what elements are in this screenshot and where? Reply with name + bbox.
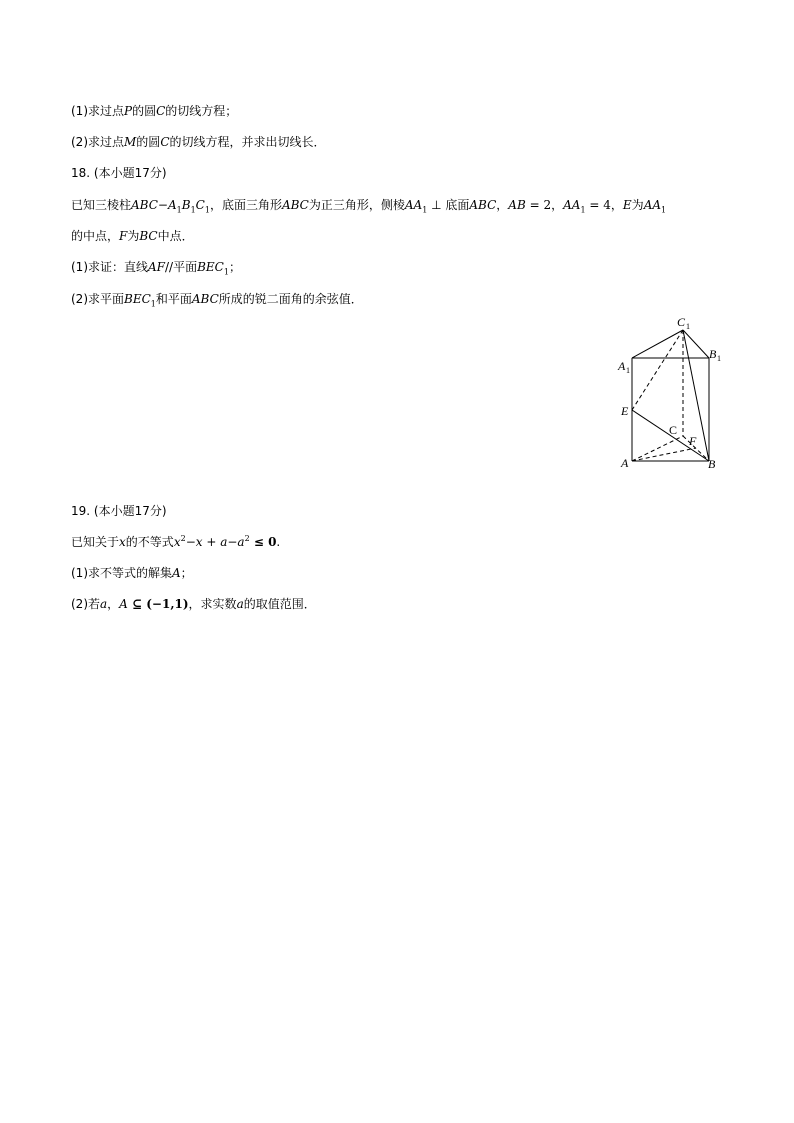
text: 已知关于 bbox=[71, 535, 120, 549]
text: 和平面 bbox=[155, 292, 192, 306]
math: BEC bbox=[124, 292, 151, 306]
prism-diagram bbox=[612, 308, 732, 478]
label-c: C bbox=[669, 423, 678, 437]
text: . bbox=[276, 535, 281, 549]
text: 为正三角形，侧棱 bbox=[308, 198, 405, 212]
q19-part1 bbox=[71, 566, 193, 580]
text: 的切线方程； bbox=[165, 104, 238, 118]
q18-stem-line2 bbox=[71, 229, 194, 243]
math: A bbox=[167, 198, 177, 212]
math-sub: 1 bbox=[204, 205, 210, 215]
edge-af bbox=[632, 448, 696, 461]
edge-a1c1 bbox=[632, 330, 683, 358]
text: ， bbox=[610, 198, 623, 212]
math-sub: 1 bbox=[661, 205, 667, 215]
label-b1: B bbox=[709, 347, 717, 361]
text: (1)求过点 bbox=[71, 104, 124, 118]
math: ≤ 0 bbox=[249, 535, 277, 549]
text: ； bbox=[180, 566, 193, 580]
math: AA bbox=[563, 198, 581, 212]
label-b: B bbox=[708, 457, 716, 471]
math-sub: 1 bbox=[223, 267, 229, 277]
text: ， bbox=[551, 198, 564, 212]
math: C bbox=[195, 198, 205, 212]
edge-c1e bbox=[632, 330, 683, 410]
math: a bbox=[236, 597, 244, 611]
label-a1: A bbox=[618, 359, 626, 373]
edge-c1b1 bbox=[683, 330, 709, 358]
q19-heading: 19. (本小题17分) bbox=[71, 504, 167, 518]
q17-part2 bbox=[71, 135, 326, 149]
math-sub: 1 bbox=[580, 205, 586, 215]
text: 的取值范围． bbox=[243, 597, 316, 611]
text: 中点． bbox=[157, 229, 194, 243]
text: 所成的锐二面角的余弦值． bbox=[218, 292, 363, 306]
math-sub: 1 bbox=[422, 205, 428, 215]
math-sub: 1 bbox=[150, 299, 156, 309]
label-a: A bbox=[621, 456, 629, 470]
text: (2)求平面 bbox=[71, 292, 124, 306]
math: A bbox=[172, 566, 181, 580]
q17-part1 bbox=[71, 104, 237, 118]
text: 的圆 bbox=[136, 135, 161, 149]
text: ， bbox=[107, 597, 120, 611]
math-sup: 2 bbox=[180, 534, 186, 543]
label-a1-sub: 1 bbox=[626, 366, 630, 375]
math: ⊆ (−1,1) bbox=[127, 597, 189, 611]
math: = 4 bbox=[585, 198, 611, 212]
math: E bbox=[622, 198, 632, 212]
math: ABC bbox=[191, 292, 219, 306]
text: ，底面三角形 bbox=[209, 198, 282, 212]
math: − bbox=[157, 198, 168, 212]
math: −x + a−a bbox=[185, 535, 245, 549]
math: F bbox=[119, 229, 128, 243]
math-sub: 1 bbox=[190, 205, 196, 215]
q19-part2 bbox=[71, 597, 316, 611]
math: ABC bbox=[131, 198, 158, 212]
math: BEC bbox=[197, 260, 224, 274]
text: (1)求证：直线 bbox=[71, 260, 148, 274]
label-e: E bbox=[621, 404, 629, 418]
text: 的切线方程，并求出切线长． bbox=[169, 135, 326, 149]
text: 为 bbox=[631, 198, 644, 212]
math: AF bbox=[148, 260, 165, 274]
label-f: F bbox=[689, 434, 697, 448]
math: B bbox=[181, 198, 191, 212]
math-point: P bbox=[124, 104, 133, 118]
math-sup: 2 bbox=[244, 534, 250, 543]
q18-stem-line1 bbox=[71, 198, 667, 215]
text: ； bbox=[228, 260, 241, 274]
math: A bbox=[119, 597, 128, 611]
math-point: M bbox=[124, 135, 137, 149]
math: AB bbox=[508, 198, 526, 212]
text: 为 bbox=[127, 229, 140, 243]
math: x bbox=[173, 535, 181, 549]
text: 的不等式 bbox=[125, 535, 174, 549]
math: ABC bbox=[281, 198, 309, 212]
math: AA bbox=[404, 198, 423, 212]
math: = 2 bbox=[525, 198, 552, 212]
label-b1-sub: 1 bbox=[717, 354, 721, 363]
text: (2)求过点 bbox=[71, 135, 124, 149]
math-circle: C bbox=[160, 135, 170, 149]
text: 已知三棱柱 bbox=[71, 198, 132, 212]
q18-part1 bbox=[71, 260, 241, 277]
text: (2)若 bbox=[71, 597, 100, 611]
q18-part2 bbox=[71, 292, 363, 309]
text: (1)求不等式的解集 bbox=[71, 566, 172, 580]
math-circle: C bbox=[156, 104, 166, 118]
math: a bbox=[100, 597, 108, 611]
text: ⊥ 底面 bbox=[427, 198, 470, 212]
q18-heading: 18. (本小题17分) bbox=[71, 166, 167, 180]
text: 的中点， bbox=[71, 229, 120, 243]
q19-stem bbox=[71, 535, 280, 549]
math: BC bbox=[139, 229, 158, 243]
label-c1: C bbox=[677, 315, 686, 329]
math-sub: 1 bbox=[176, 205, 182, 215]
label-c1-sub: 1 bbox=[686, 322, 690, 331]
text: ，求实数 bbox=[188, 597, 237, 611]
text: ， bbox=[496, 198, 509, 212]
text: 的圆 bbox=[132, 104, 157, 118]
text: //平面 bbox=[165, 260, 198, 274]
math: AA bbox=[643, 198, 662, 212]
math: x bbox=[119, 535, 126, 549]
math: ABC bbox=[469, 198, 497, 212]
edge-ac bbox=[632, 436, 683, 461]
